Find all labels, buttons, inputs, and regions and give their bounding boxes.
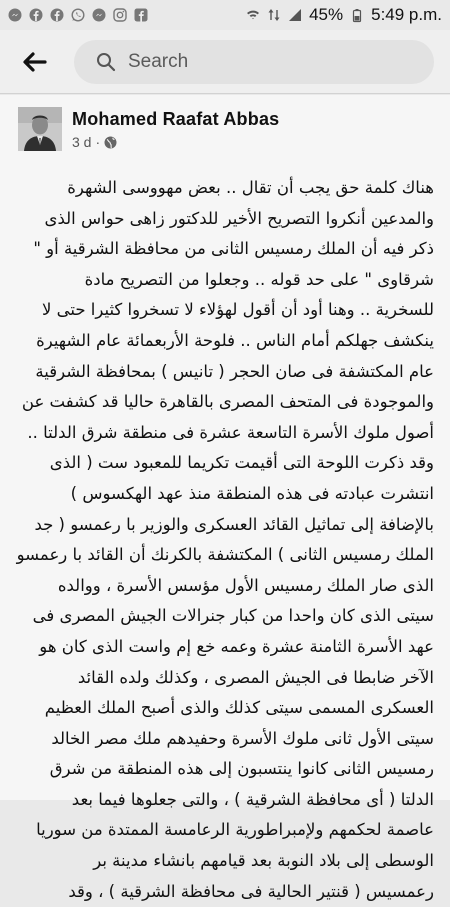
whatsapp-icon xyxy=(71,8,85,22)
post-text-line: وقد ذكرت اللوحة التى أقيمت تكريما للمعبود ست ( الذى xyxy=(49,453,434,473)
messenger-icon xyxy=(8,8,22,22)
post-text-line: الذى صار الملك رمسيس الأول مؤسس الأسرة ، ووالده xyxy=(57,575,434,595)
post-text-line: والموجودة فى المتحف المصرى بالقاهرة حاليا قد كشفت عن xyxy=(21,392,434,412)
facebook-icon xyxy=(29,8,43,22)
post-text-line: هناك كلمة حق يجب أن تقال .. بعض مهووسى الشهرة xyxy=(67,178,434,197)
author-block xyxy=(72,109,279,150)
battery-icon xyxy=(350,8,364,22)
post-text-line: والمدعين أنكروا التصريح الأخير للدكتور زاهى حواس الذى xyxy=(44,208,434,228)
post-header xyxy=(0,95,450,151)
post-meta xyxy=(72,134,279,150)
post-text-line: انتشرت عبادته فى هذه المنطقة منذ عهد الهكسوس ) xyxy=(70,483,434,503)
meta-separator: · xyxy=(95,134,101,150)
facebook-icon xyxy=(50,8,64,22)
post-text-line: عاصمة لحكمهم ولإمبراطورية الرعامسة الممتدة من سوريا xyxy=(36,820,434,840)
post-text-line: العسكرى المسمى سيتى كذلك والذى أصبح الملك العظيم xyxy=(44,698,434,718)
globe-icon xyxy=(104,136,117,149)
notification-icons xyxy=(8,8,148,22)
data-transfer-icon xyxy=(267,8,281,22)
facebook-icon xyxy=(134,8,148,22)
post-text-line: ينكشف جهلكم أمام الناس .. فلوحة الأربعمائة عام الشهيرة xyxy=(36,330,434,350)
post-text-line: سيتى الذى كان واحدا من كبار جنرالات الجيش المصرى فى xyxy=(32,606,434,626)
search-icon xyxy=(96,52,116,72)
system-status xyxy=(246,5,442,25)
post-text-line: الملك رمسيس الثانى ) المكتشفة بالكرنك أن القائد با رعمسو xyxy=(16,545,434,565)
post-text-line: سيتى الأول ثانى ملوك الأسرة وحفيدهم ملك مصر الخالد xyxy=(51,728,434,748)
post-text-line: بالإضافة إلى تماثيل القائد العسكرى والوزير با رعمسو ( جد xyxy=(34,514,434,534)
post-text-line: أصول ملوك الأسرة التاسعة عشرة فى منطقة شرق الدلتا .. xyxy=(27,422,434,442)
search-bar[interactable] xyxy=(74,40,434,84)
post-text-line: عام المكتشفة فى صان الحجر ( تانيس ) بمحافظة الشرقية xyxy=(35,361,434,381)
post-text-line: رمسيس الثانى كانوا ينتسبون إلى هذه المنطقة من شرق xyxy=(49,759,434,779)
post-card xyxy=(0,95,450,901)
battery-percentage: 45% xyxy=(309,5,344,24)
post-text-line: رعمسيس ( قنتير الحالية فى محافظة الشرقية ) ، وقد xyxy=(68,881,434,901)
avatar[interactable] xyxy=(18,107,62,151)
post-text-line: الآخر ضابطا فى الجيش المصرى ، وكذلك ولده القائد xyxy=(77,667,434,687)
clock: 5:49 p.m. xyxy=(371,5,442,24)
arrow-left-icon xyxy=(21,51,47,73)
signal-icon xyxy=(288,8,302,22)
post-text xyxy=(10,173,434,907)
post-text-line: شرقاوى " على حد قوله .. وجعلوا من التصريح مادة xyxy=(84,269,434,289)
post-text-line: الدلتا ( أى محافظة الشرقية ) ، والتى جعلوها فيما بعد xyxy=(71,789,434,809)
search-input[interactable] xyxy=(128,51,408,73)
messenger-icon xyxy=(92,8,106,22)
post-text-line: الوسطى إلى بلاد النوبة بعد قيامهم بانشاء مدينة بر xyxy=(93,851,434,871)
wifi-icon xyxy=(246,8,260,22)
instagram-icon xyxy=(113,8,127,22)
status-bar xyxy=(0,0,450,30)
app-header xyxy=(0,30,450,94)
post-text-line: للسخرية .. وهنا أود أن أقول لهؤلاء لا تسخروا كثيرا حتى لا xyxy=(41,300,434,320)
back-button[interactable] xyxy=(16,44,52,80)
post-text-line: ذكر فيه أن الملك رمسيس الثانى من محافظة الشرقية أو " xyxy=(33,239,434,259)
post-timestamp[interactable]: 3 d xyxy=(72,134,92,150)
post-text-line: عهد الأسرة الثامنة عشرة وعمه خع إم واست الذى كان هو xyxy=(39,636,434,656)
author-name[interactable]: Mohamed Raafat Abbas xyxy=(72,109,280,129)
